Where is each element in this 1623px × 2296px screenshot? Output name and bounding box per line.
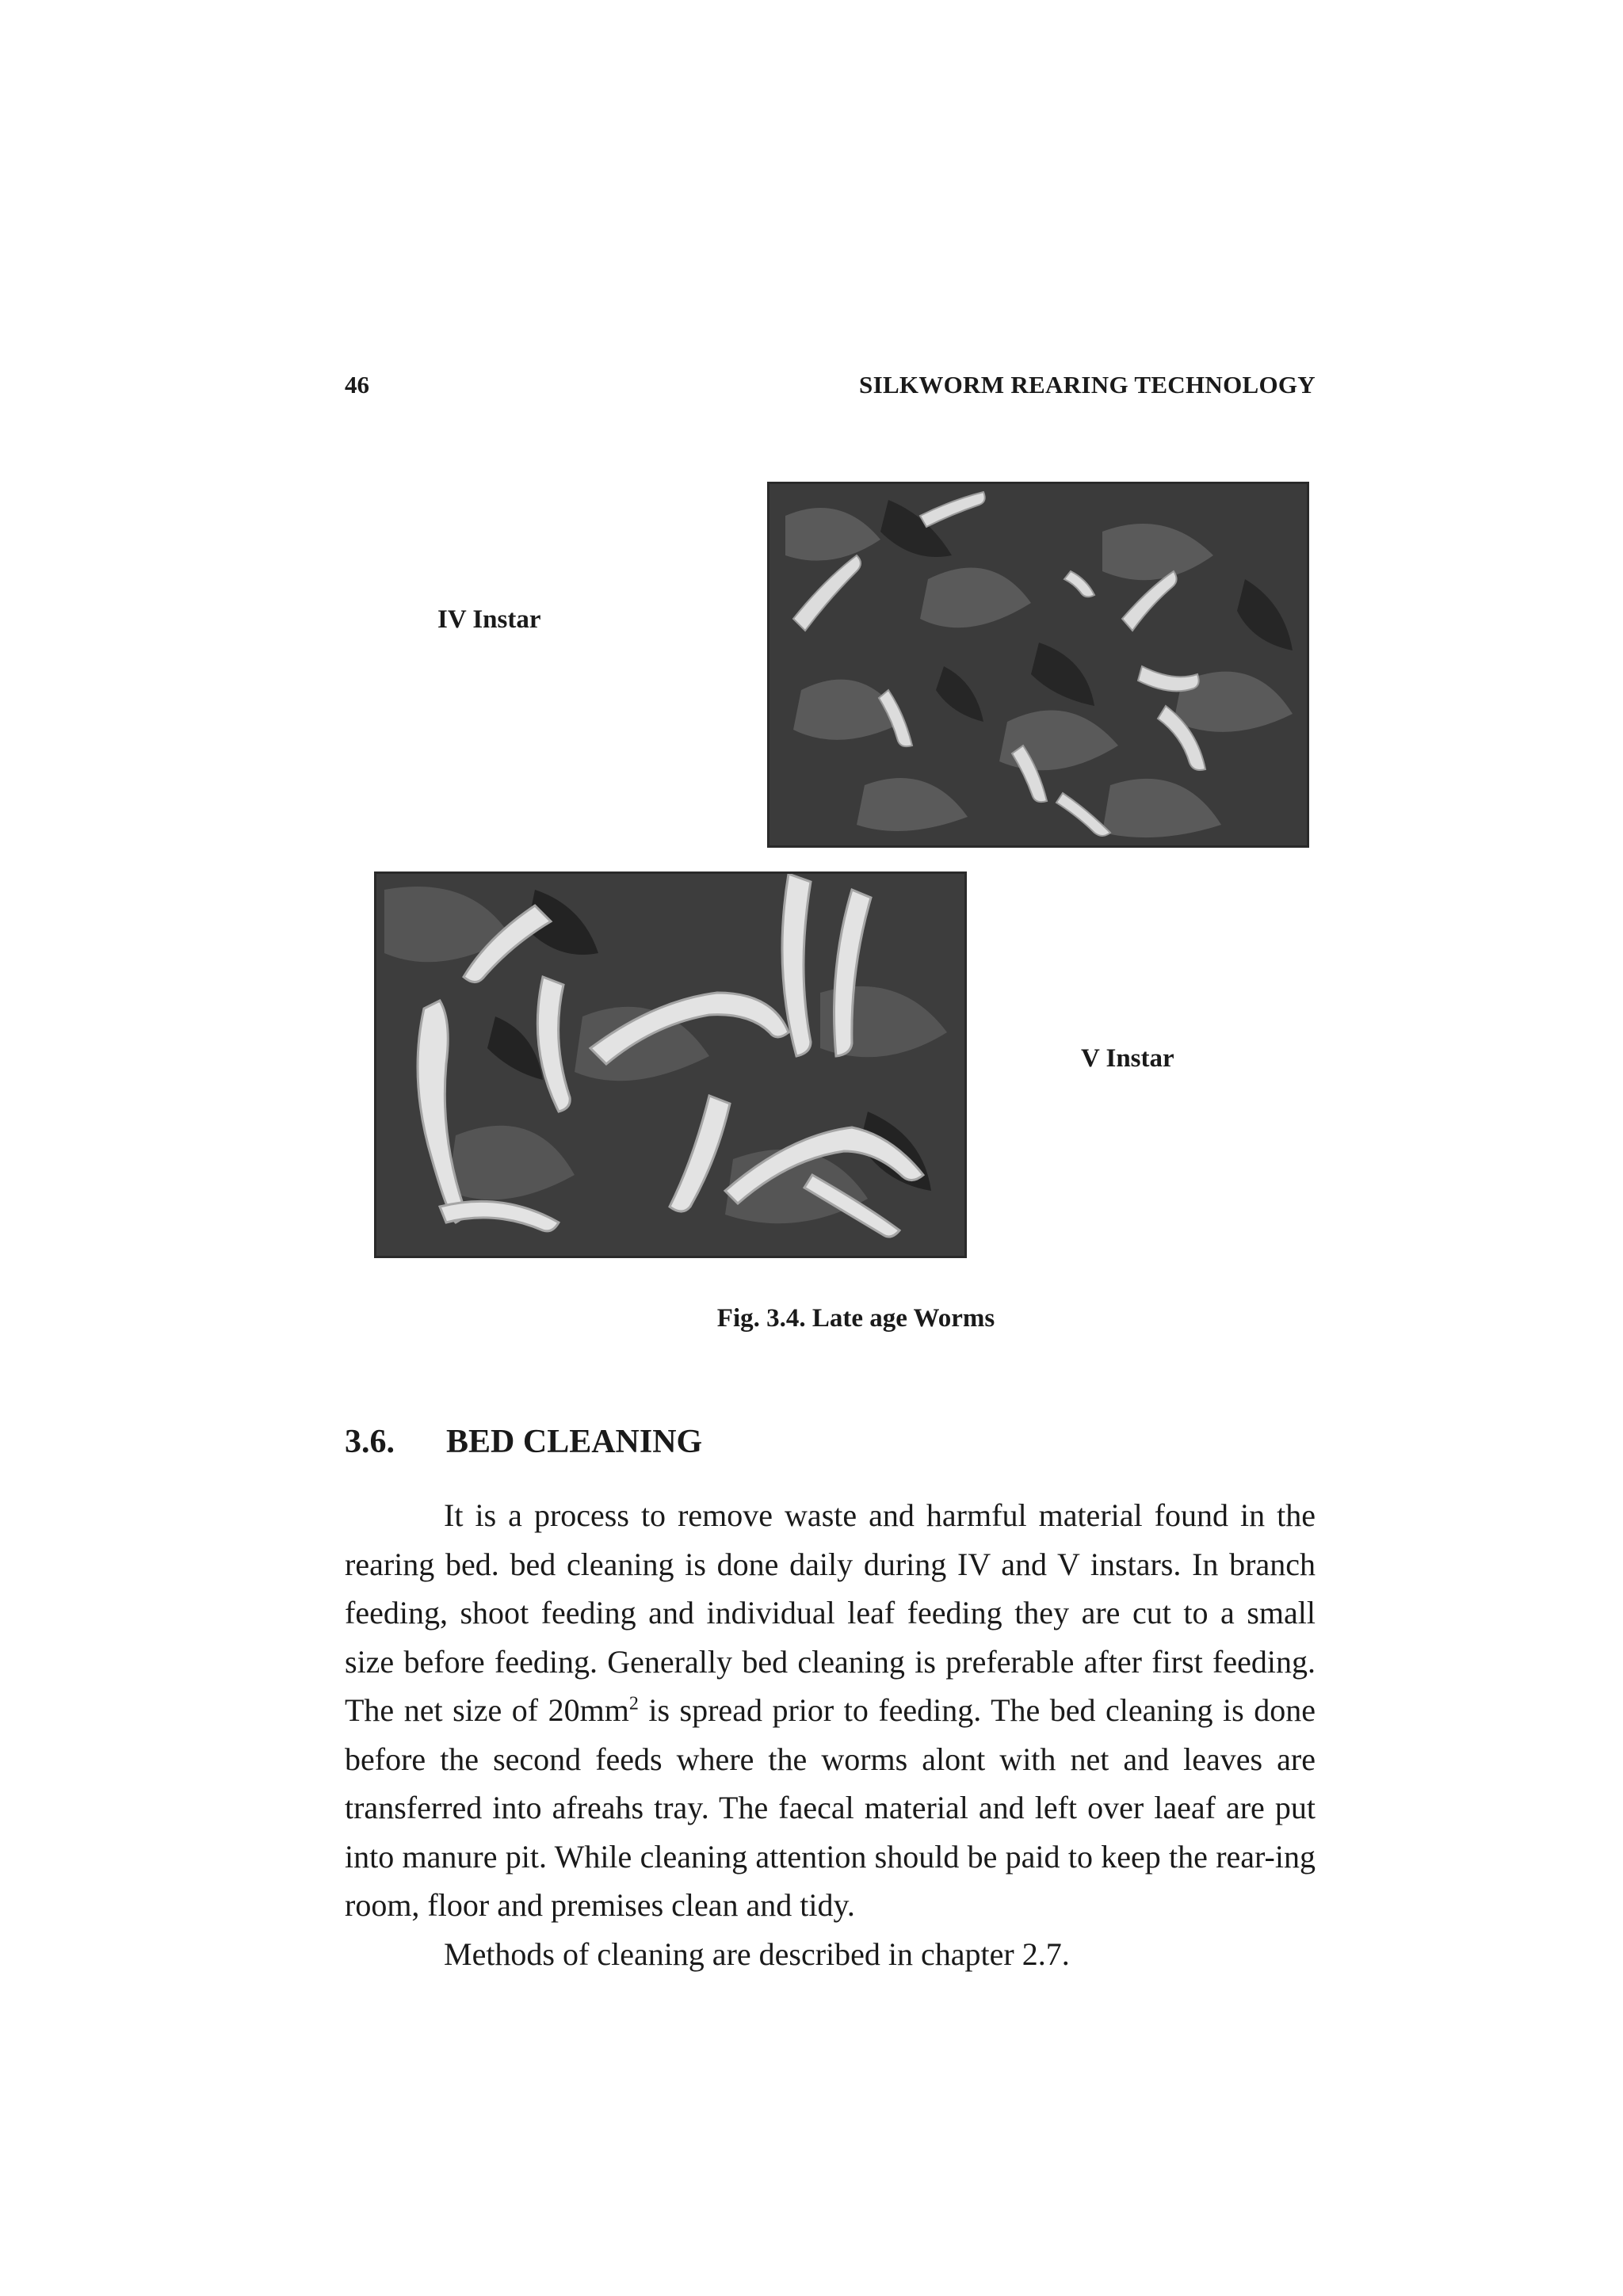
section-heading — [345, 1423, 702, 1461]
section-title: BED CLEANING — [446, 1424, 703, 1460]
paragraph-1 — [345, 1491, 1316, 1930]
figure-caption — [0, 1304, 1623, 1333]
paragraph-1-part-b: is spread prior to feeding. The bed cleaning is done before the second feeds where the worms alont with net and leaves are transferred into afreahs tray. The faecal material and left over laeaf are put into manure pit. While cleaning attention should be paid to keep the rear-ing room, floor and premises clean and tidy. — [345, 1692, 1316, 1923]
page-header — [345, 371, 1316, 406]
paragraph-1-part-a: It is a process to remove waste and harmful material found in the rearing bed. bed cleaning is done daily during IV and V instars. In branch feeding, shoot feeding and individual leaf feeding they are cut to a small size before feeding. Generally bed cleaning is preferable after first feeding. The net size of 20mm — [345, 1497, 1316, 1728]
iv-instar-photo — [767, 482, 1309, 848]
paragraph-2: Methods of cleaning are described in chapter 2.7. — [444, 1936, 1070, 1972]
figure-caption-text: Fig. 3.4. Late age Worms — [716, 1304, 995, 1333]
section-number: 3.6. — [345, 1424, 395, 1460]
body-text — [345, 1491, 1316, 1978]
v-instar-label: V Instar — [1081, 1044, 1174, 1073]
superscript: 2 — [628, 1693, 639, 1714]
iv-instar-label: IV Instar — [437, 605, 541, 634]
page-number: 46 — [345, 371, 369, 399]
v-instar-photo — [374, 871, 967, 1258]
running-title: SILKWORM REARING TECHNOLOGY — [859, 371, 1316, 399]
